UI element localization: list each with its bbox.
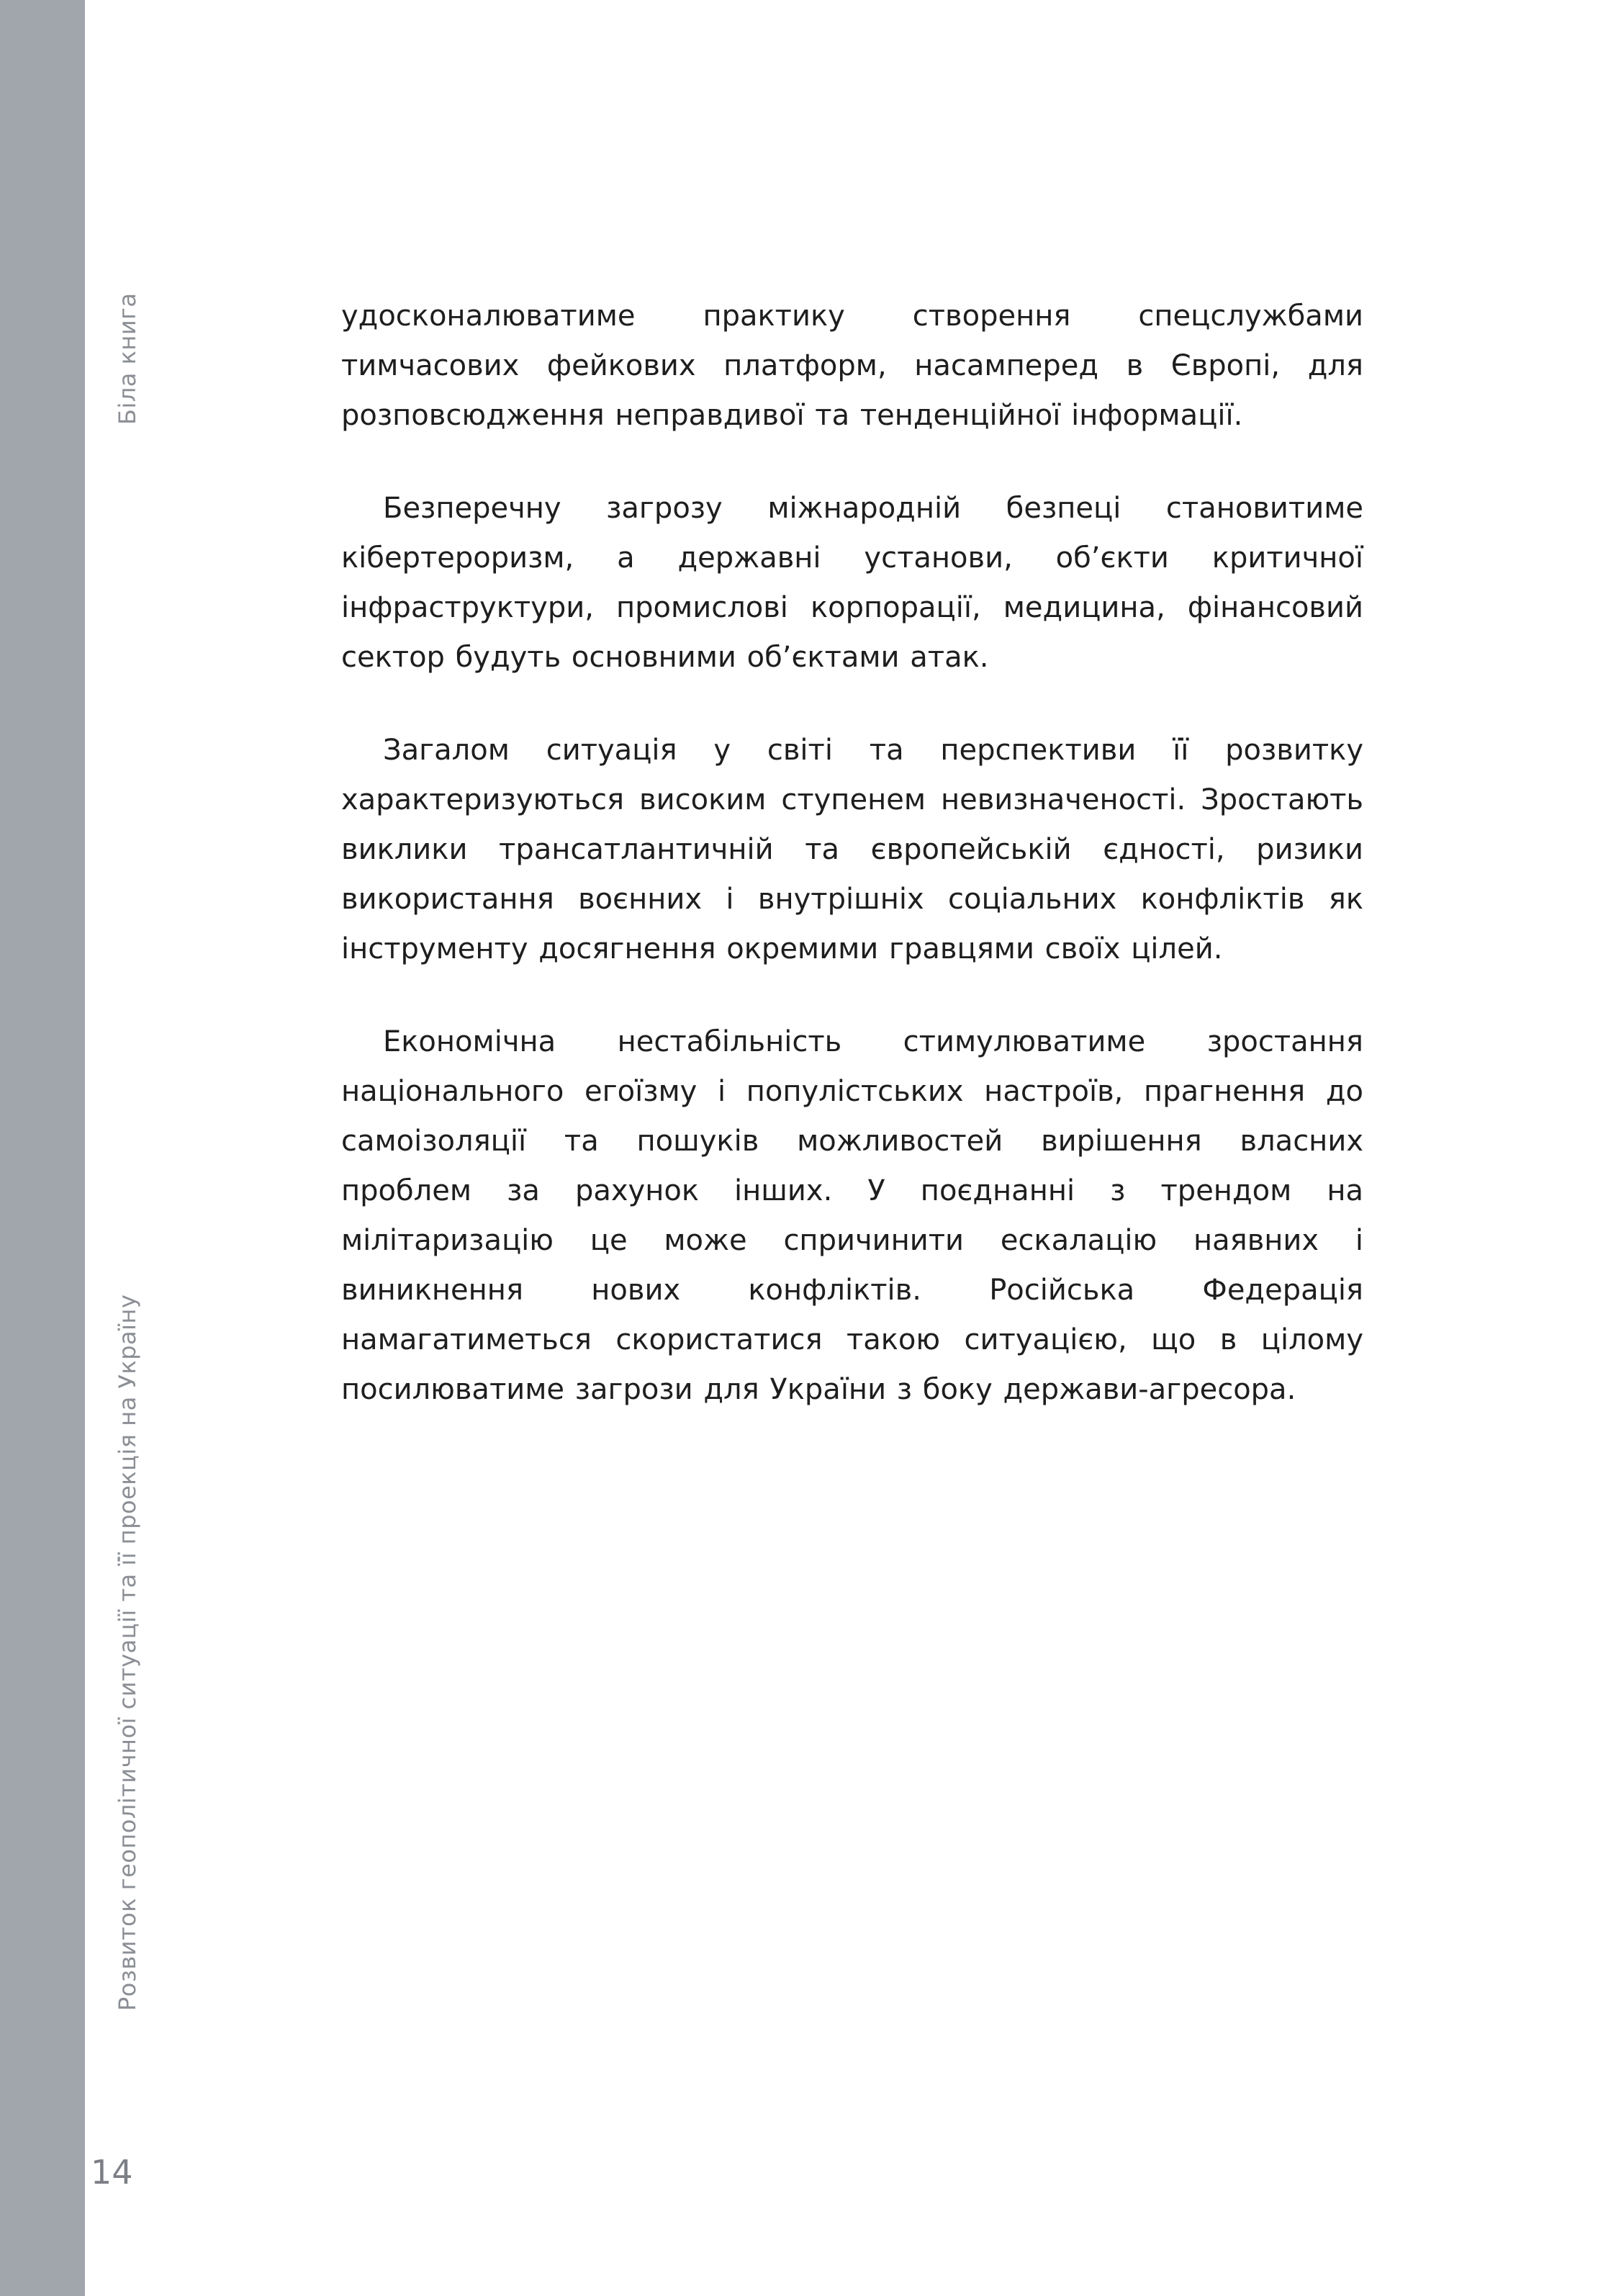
paragraph-2: Безперечну загрозу міжнародній безпеці становитиме кібертероризм, а державні установи, об’єкти критичної інфраструктури, промислові корпорації, медицина, фінансовий сектор будуть основними об’єктами атак.: [341, 492, 1363, 674]
paragraph-3: Загалом ситуація у світі та перспективи її розвитку характеризуються високим ступенем невизначеності. Зростають виклики трансатлантичній та європейській єдності, ризики використання воєнних і внутрішніх соціальних конфліктів як інструменту досягнення окремими гравцями своїх цілей.: [341, 734, 1363, 965]
paragraph-1: удосконалюватиме практику створення спецслужбами тимчасових фейкових платформ, насамперед в Європі, для розповсюдження неправдивої та тенденційної інформації.: [341, 300, 1363, 432]
page-number: 14: [91, 2153, 133, 2192]
paragraph-4: Економічна нестабільність стимулюватиме зростання національного егоїзму і популістських настроїв, прагнення до самоізоляції та пошуків можливостей вирішення власних проблем за рахунок інших. У поєднанні з трендом на мілітаризацію це може спричинити ескалацію наявних і виникнення нових конфліктів. Російська Федерація намагатиметься скористатися такою ситуацією, що в цілому посилюватиме загрози для України з боку держави-агресора.: [341, 1025, 1363, 1406]
body-text: [341, 292, 1363, 1458]
side-band-divider: [85, 0, 87, 2296]
chapter-title: Розвиток геополітичної ситуації та її проекція на Україну: [114, 1294, 141, 2011]
side-band: [0, 0, 85, 2296]
book-title: Біла книга: [114, 292, 141, 425]
